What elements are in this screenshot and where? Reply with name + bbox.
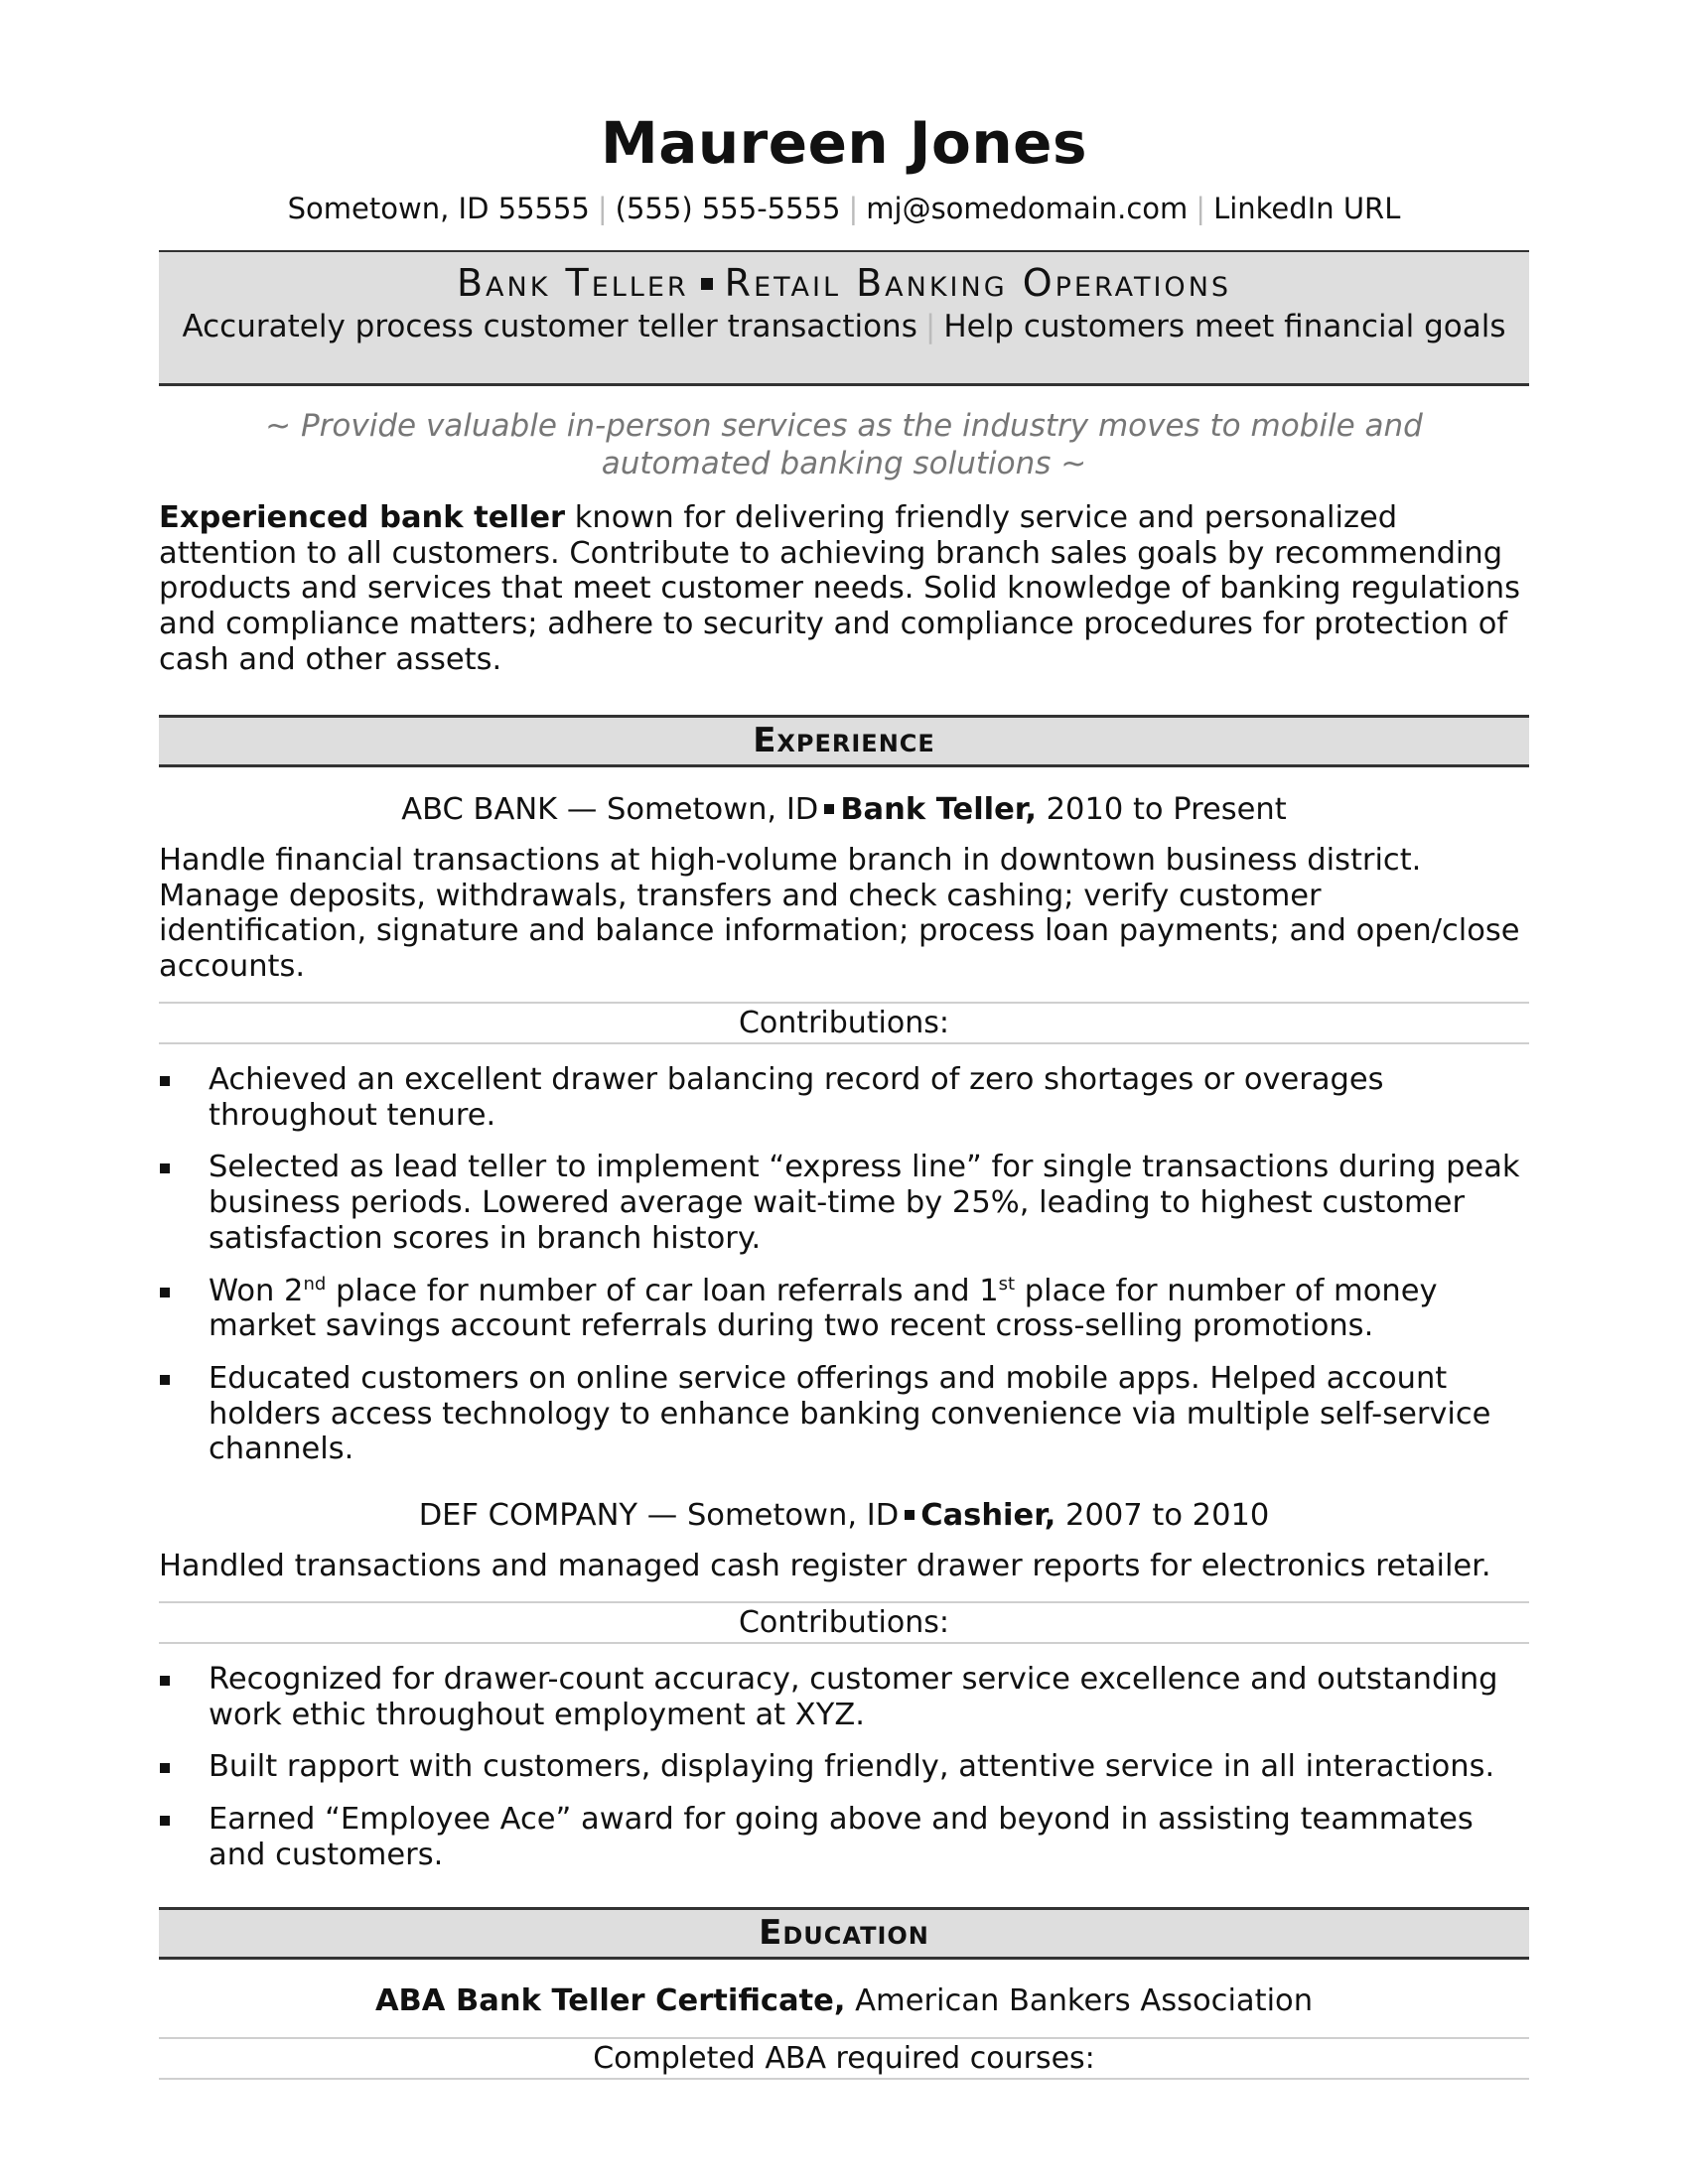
bullet-text-part: place for number of car loan referrals and 1 bbox=[326, 1273, 999, 1308]
square-bullet-icon bbox=[905, 1510, 914, 1520]
job-title: Cashier, bbox=[920, 1498, 1056, 1533]
square-bullet-icon bbox=[160, 1763, 170, 1773]
ordinal-suffix: st bbox=[998, 1273, 1016, 1295]
job-description: Handled transactions and managed cash register drawer reports for electronics retailer. bbox=[159, 1549, 1491, 1583]
square-bullet-icon bbox=[160, 1676, 170, 1686]
section-heading-experience: Experience bbox=[159, 715, 1529, 767]
bullet-text: Recognized for drawer-count accuracy, customer service excellence and outstanding work ethic throughout employment at XYZ. bbox=[209, 1662, 1498, 1732]
square-bullet-icon bbox=[160, 1375, 170, 1385]
section-heading-education: Education bbox=[159, 1907, 1529, 1960]
job-company: ABC BANK — Sometown, ID bbox=[401, 792, 819, 827]
tagline: ~ Provide valuable in-person services as the industry moves to mobile and automated banking solutions ~ bbox=[265, 408, 1423, 481]
certificate-name: ABA Bank Teller Certificate, bbox=[374, 1983, 846, 2018]
separator: | bbox=[597, 192, 608, 225]
contact-linkedin[interactable]: LinkedIn URL bbox=[1213, 192, 1401, 225]
separator: | bbox=[1196, 192, 1206, 225]
summary-text: known for delivering friendly service and personalized attention to all customers. Contribute to achieving branch sales goals by recommending products and services that meet customer needs. Solid knowledge of banking regulations and compliance matters; adhere to security and compliance procedures for protection of cash and other assets. bbox=[159, 500, 1520, 677]
certificate-institution: American Bankers Association bbox=[845, 1983, 1314, 2018]
list-item bbox=[159, 1802, 1529, 1872]
courses-label: Completed ABA required courses: bbox=[159, 2037, 1529, 2080]
square-bullet-icon bbox=[160, 1816, 170, 1826]
list-item bbox=[159, 1662, 1529, 1732]
bullet-text-part: place for number of money market savings account referrals during two recent cross-selling promotions. bbox=[209, 1273, 1438, 1344]
ordinal-suffix: nd bbox=[303, 1273, 327, 1295]
contributions-list bbox=[159, 1062, 1529, 1484]
bullet-text: Earned “Employee Ace” award for going above and beyond in assisting teammates and customers. bbox=[209, 1802, 1474, 1872]
bullet-text: Educated customers on online service offerings and mobile apps. Helped account holders access technology to enhance banking convenience via multiple self-service channels. bbox=[209, 1360, 1491, 1467]
job-header bbox=[159, 790, 1529, 830]
list-item bbox=[159, 1361, 1529, 1467]
bullet-text-part: Won 2 bbox=[209, 1273, 304, 1308]
headline-title bbox=[159, 258, 1529, 308]
square-bullet-icon bbox=[824, 804, 834, 814]
bullet-text bbox=[209, 1274, 1438, 1344]
contributions-label: Contributions: bbox=[159, 1601, 1529, 1644]
headline-title-left: Bank Teller bbox=[456, 261, 689, 305]
headline-banner bbox=[159, 250, 1529, 386]
headline-subtitle bbox=[159, 308, 1529, 346]
square-bullet-icon bbox=[160, 1288, 170, 1297]
separator: | bbox=[924, 309, 936, 344]
job-dates: 2010 to Present bbox=[1036, 792, 1287, 827]
headline-title-right: Retail Banking Operations bbox=[724, 261, 1232, 305]
headline-sub-right: Help customers meet financial goals bbox=[943, 309, 1506, 344]
contributions-label: Contributions: bbox=[159, 1002, 1529, 1044]
headline-sub-left: Accurately process customer teller transactions bbox=[182, 309, 917, 344]
bullet-text: Built rapport with customers, displaying friendly, attentive service in all interactions. bbox=[209, 1749, 1495, 1785]
summary-lead: Experienced bank teller bbox=[159, 500, 566, 535]
list-item bbox=[159, 1062, 1529, 1133]
candidate-name: Maureen Jones bbox=[601, 109, 1087, 177]
square-bullet-icon bbox=[701, 278, 713, 290]
contributions-list bbox=[159, 1662, 1529, 1890]
summary-paragraph bbox=[159, 500, 1529, 678]
job-title: Bank Teller, bbox=[840, 792, 1037, 827]
list-item bbox=[159, 1274, 1529, 1344]
separator: | bbox=[848, 192, 859, 225]
contact-phone: (555) 555-5555 bbox=[615, 192, 841, 225]
job-header bbox=[159, 1496, 1529, 1536]
job-dates: 2007 to 2010 bbox=[1055, 1498, 1270, 1533]
contact-location: Sometown, ID 55555 bbox=[287, 192, 590, 225]
bullet-text: Selected as lead teller to implement “express line” for single transactions during peak business periods. Lowered average wait-time by 25%, leading to highest customer satisfaction scores in branch history. bbox=[209, 1150, 1520, 1256]
square-bullet-icon bbox=[160, 1163, 170, 1173]
bullet-text: Achieved an excellent drawer balancing record of zero shortages or overages throughout tenure. bbox=[209, 1062, 1384, 1133]
list-item bbox=[159, 1150, 1529, 1256]
list-item bbox=[159, 1749, 1529, 1785]
certificate-line bbox=[159, 1981, 1529, 2021]
contact-email[interactable]: mj@somedomain.com bbox=[866, 192, 1189, 225]
job-company: DEF COMPANY — Sometown, ID bbox=[418, 1498, 900, 1533]
job-description: Handle financial transactions at high-volume branch in downtown business district. Manage deposits, withdrawals, transfers and check cashing; verify customer identification, signature and balance information; process loan payments; and open/close accounts. bbox=[159, 843, 1520, 985]
square-bullet-icon bbox=[160, 1076, 170, 1086]
contact-line bbox=[159, 189, 1529, 228]
